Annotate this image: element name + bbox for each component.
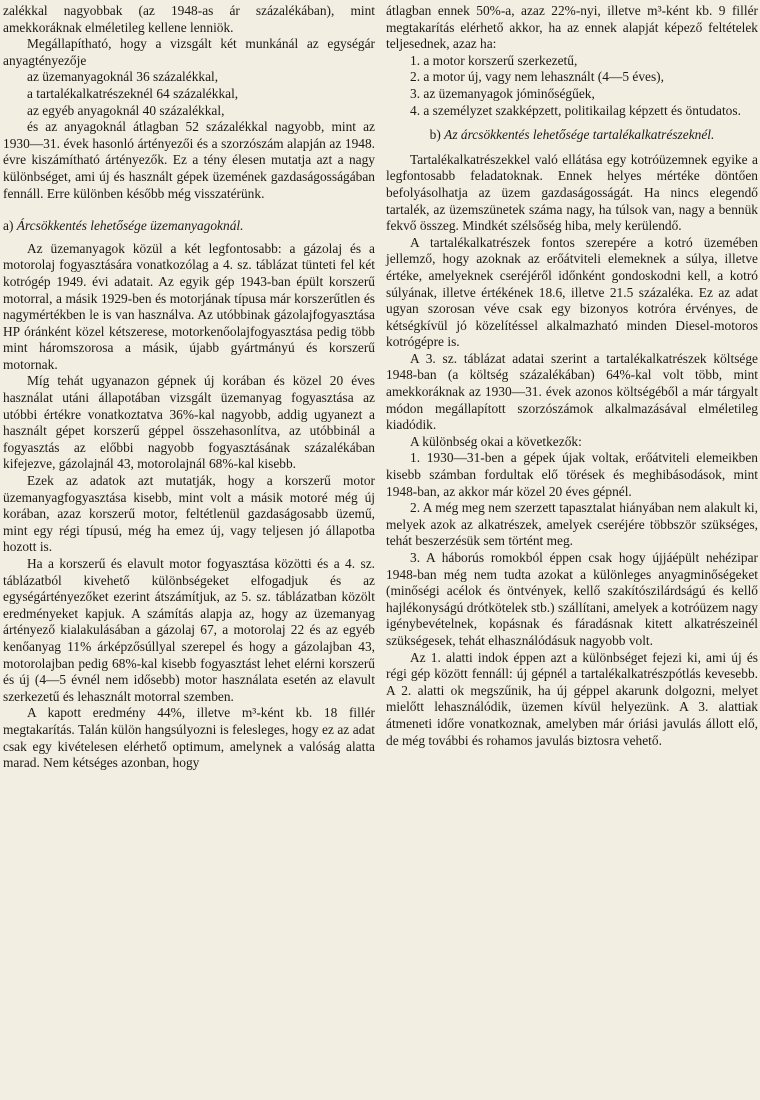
paragraph: 2. A még meg nem szerzett tapasztalat hiányában nem alakult ki, melyek azok az alkatrészek, amelyek cseréjére többször szükséges, tehát beszerzésük sem történt meg. — [386, 500, 758, 549]
paragraph: 3. A háborús romokból éppen csak hogy újjáépült nehézipar 1948-ban még nem tudta azokat a különleges anyagminőségeket (minőségi acélok és öntvények, kellő szakítószilárdságú és kellő hajlékonyságú drótkötelek stb.) szállítani, amelyek a kotróüzem nagy igénybevételnek, kopásnak és fáradásnak kitett alkatrészeinél szükségesek, tehát elhasználódásuk nagyobb volt. — [386, 550, 758, 648]
spacer — [386, 144, 758, 152]
paragraph: A tartalékalkatrészek fontos szerepére a kotró üzemében jellemző, hogy azoknak az erőátviteli elemeknek a súlya, illetve értéke, amelyeknek cseréjéről időnként gondoskodni kell, a kotró súlyának, illetve értékének 18.6, illetve 21.5 százaléka. Ez az adat ugyan szorosan véve csak egy bizonyos kotróra érvényes, de kétségkívül jó közelítéssel alkalmazható minden Diesel-motoros kotrógépre is. — [386, 234, 758, 350]
paragraph: Míg tehát ugyanazon gépnek új korában és közel 20 éves használat utáni állapotában vizsgált üzemanyag fogyasztása az utóbbi értékre vonatkoztatva 36%-kal nagyobb, addig ugyanezt a használt gépet korszerű géppel összehasonlítva, az utóbbinál a fogyasztás az előbbi nagyobb fogyasztásának százalékában kifejezve, gázolajnál 43, motorolajnál 68%-kal kisebb. — [3, 373, 375, 472]
section-title: Az árcsökkentés lehetősége tartalékalkatrészeknél. — [444, 127, 715, 143]
section-title: Árcsökkentés lehetősége üzemanyagoknál. — [16, 218, 244, 234]
paragraph: Tartalékalkatrészekkel való ellátása egy kotróüzemnek egyike a legfontosabb feladatoknak. Ennek helyes mértéke döntően befolyásolhatja az üzem gazdaságosságát. Ha nincs elegendő tartalék, az üzemszünetek száma nagy, ha túlsok van, nagy a bennük fekvő összeg. Mindkét szélsőség hiba, mely kerülendő. — [386, 151, 758, 234]
paragraph: 1. 1930—31-ben a gépek újak voltak, erőátviteli elemeikben kisebb számban fordultak elő törések és meghibásodások, mint 1948-ban, az akkor már közel 20 éves gépnél. — [386, 450, 758, 499]
paragraph: átlagban ennek 50%-a, azaz 22%-nyi, illetve m³-ként kb. 9 fillér megtakarítás elérhető akkor, ha az ennek alapját képező feltételek teljesednek, azaz ha: — [386, 3, 758, 52]
section-label: b) — [429, 127, 441, 143]
paragraph: Az 1. alatti indok éppen azt a különbséget fejezi ki, ami új és régi gép között fennáll: új gépnél a tartalékalkatrészpótlás kevesebb. A 2. alatti ok megszűnik, ha új géppel akarunk dolgozni, melyet mielőtt lehasználódik, üzemen kívül helyezünk. A 3. alattiak átmeneti időre vonatkoznak, amelyben már óriási javulás állott elő, de még további és rohamos javulás biztosra vehető. — [386, 649, 758, 748]
list-item: 1. a motor korszerű szerkezetű, — [410, 52, 578, 68]
section-heading-a — [3, 218, 375, 235]
list-item: a tartalékalkatrészeknél 64 százalékkal, — [27, 85, 239, 101]
paragraph: A különbség okai a következők: — [410, 433, 582, 449]
list-item: az egyéb anyagoknál 40 százalékkal, — [27, 102, 225, 118]
paragraph: Ha a korszerű és elavult motor fogyasztása közötti és a 4. sz. táblázatból kivehető különbségeket elfogadjuk és az egységártényezőket ezerint átszámítjuk, az 5. sz. táblázatban közölt eredményeket kapjuk. A számítás alapja az, hogy az üzemanyag ártényező kialakulásában a gázolaj 67, a motorolaj 22 és az egyéb kenőanyag 11% árképzősúllyal szerepel és hogy a gázolajban 43, motorolajban pedig 68%-kal kisebb fogyasztást lehet elérni korszerű és új (4—5 évnél nem idősebb) motor használata esetén az elavult szerkezetű és lehasznált motorral szemben. — [3, 556, 375, 704]
paragraph: Az üzemanyagok közül a két legfontosabb: a gázolaj és a motorolaj fogyasztására vonatkozólag a 4. sz. táblázat tünteti fel két kotrógép 1949. évi adatait. Az egyik gép 1943-ban épült korszerű motorral, a másik 1929-ben és motorjának típusa már korszerűtlen és nagymértékben le is van használva. Az utóbbinak gázolajfogyasztása HP óránként közel kétszerese, motorkenőolajfogyasztása pedig több mint háromszorosa a másik, újabb gyártmányú és korszerű motornak. — [3, 240, 375, 372]
spacer — [386, 119, 758, 127]
paragraph: Megállapítható, hogy a vizsgált két munkánál az egységár anyagtényezője — [3, 36, 375, 68]
list-item: 4. a személyzet szakképzett, politikailag képzett és öntudatos. — [410, 102, 741, 118]
right-column — [386, 3, 758, 749]
paragraph: Ezek az adatok azt mutatják, hogy a korszerű motor üzemanyagfogyasztása kisebb, mint volt a másik motoré még új korában, azaz korszerű motor, feltétlenül gazdaságosabb üzemű, mint egy régi típusú, még ha emez új, vagy teljesen jó állapotba hozott is. — [3, 473, 375, 555]
section-label: a) — [3, 218, 14, 234]
paragraph: A kapott eredmény 44%, illetve m³-ként kb. 18 fillér megtakarítás. Talán külön hangsúlyozni is felesleges, hogy ez az adat csak egy kivételesen elérhető optimum, amelynek a valóság alatta marad. Nem kétséges azonban, hogy — [3, 705, 375, 771]
paragraph: A 3. sz. táblázat adatai szerint a tartalékalkatrészek költsége 1948-ban (a költség százalékában) 64%-kal volt több, mint amekkoráknak az 1930—31. évek azonos költségéből a már tárgyalt módon megállapított szorzószámok alkalmazásával elméletileg kiadódik. — [386, 350, 758, 433]
list-item: 3. az üzemanyagok jóminőségűek, — [410, 85, 595, 101]
list-item: 2. a motor új, vagy nem lehasznált (4—5 éves), — [410, 69, 664, 85]
paragraph: zalékkal nagyobbak (az 1948-as ár százalékában), mint amekkoráknak elméletileg kellene lenniök. — [3, 3, 375, 35]
paragraph: és az anyagoknál átlagban 52 százalékkal nagyobb, mint az 1930—31. évek hasonló ártényezői és a szorzószám alapján az 1948. évre kiszámítható ártényezők. Ez a tény élesen mutatja azt a nagy különbséget, ami új és használt gépek üzemének gazdaságosságában fennáll. Erre különben később még visszatérünk. — [3, 119, 375, 201]
left-column — [3, 3, 375, 772]
list-item: az üzemanyagoknál 36 százalékkal, — [27, 69, 219, 85]
section-heading-b — [386, 127, 758, 144]
